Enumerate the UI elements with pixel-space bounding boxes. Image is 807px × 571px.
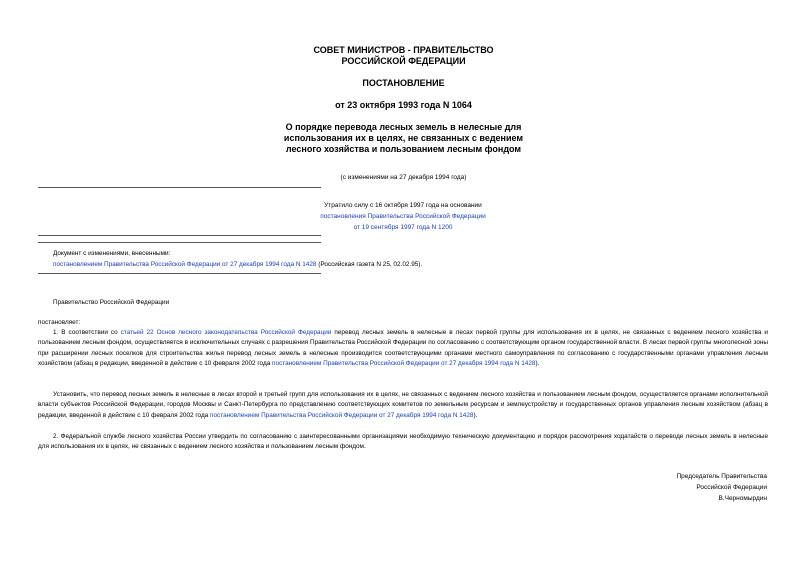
amending-decree-link[interactable]: постановлением Правительства Российской Федерации от 27 декабря 1994 года N 1428 xyxy=(272,359,536,367)
paragraph-1-text: перевод лесных земель в нелесные в лесах первой группы для использования их в целях, не связанных с ведением лесного хозяйства и пользованием лесным фондом, осуществляется в исключительных случаях с разрешения Правительства Российской Федерации по согласованию с соответствующим органом государственной власти. В лесах первой группы многолесной зоны при расширении лесных поселков для строительства жилья перевод лесных земель в нелесные производится соответствующими органами местного самоуправления по согласованию с государственными органами управления лесным хозяйством (абзац в редакции, введенной в действие с 10 февраля 2002 года xyxy=(38,329,768,367)
signatory-country: Российской Федерации xyxy=(696,484,767,491)
amending-decree-link[interactable]: постановлением Правительства Российской Федерации от 27 декабря 1994 года N 1428 xyxy=(210,411,474,419)
paragraph-text: ). xyxy=(473,411,478,419)
changes-label: Документ с изменениями, внесенными: xyxy=(53,250,171,257)
publication-source: (Российская газета N 25, 02.02.95). xyxy=(316,261,423,268)
intro-text: Правительство Российской Федерации xyxy=(53,299,170,306)
validity-text: Утратило силу с 16 октября 1997 года на основании xyxy=(324,202,482,209)
changes-source-line xyxy=(53,259,753,270)
document-title-line2: использования их в целях, не связанных с ведением xyxy=(283,133,524,143)
amending-decree-link[interactable]: постановлением Правительства Российской Федерации от 27 декабря 1994 года N 1428 xyxy=(53,261,317,268)
paragraph-1-second xyxy=(38,390,768,421)
decree-word: постановляет: xyxy=(38,319,81,326)
paragraph-text: Установить, что перевод лесных земель в нелесные в лесах второй и третьей групп для использования их в целях, не связанных с ведением лесного хозяйства и пользованием лесным фондом, осуществляется органами исполнительной власти субъектов Российской Федерации, городов Москвы и Санкт-Петербурга по представлению соответствующих комитетов по земельным ресурсам и землеустройству и государственных органов управления лесным хозяйством (абзац в редакции, введенной в действие с 10 февраля 2002 года xyxy=(38,391,768,419)
paragraph-1 xyxy=(38,328,768,369)
document-title-line3: лесного хозяйства и пользованием лесным фондом xyxy=(285,144,522,154)
separator-line xyxy=(38,273,321,274)
document-title-line1: О порядке перевода лесных земель в нелесные для xyxy=(285,122,522,132)
forest-law-article-link[interactable]: статьей 22 Основ лесного законодательства Российской Федерации xyxy=(120,329,332,336)
repeal-decree-link[interactable]: постановления Правительства Российской Федерации xyxy=(320,213,486,220)
document-date-number: от 23 октября 1993 года N 1064 xyxy=(335,100,472,110)
paragraph-1-text: 1. В соответствии со xyxy=(53,329,121,336)
issuing-body-line1: СОВЕТ МИНИСТРОВ - ПРАВИТЕЛЬСТВО xyxy=(313,45,494,55)
separator-line xyxy=(38,235,321,236)
signatory-name: В.Черномырдин xyxy=(718,495,767,502)
document-header xyxy=(0,45,807,155)
paragraph-2: 2. Федеральной службе лесного хозяйства России утвердить по согласованию с заинтересованными организациями необходимую техническую документацию и порядок рассмотрения ходатайств о переводе лесных земель в нелесные для использования их в целях, не связанных с ведением лесного хозяйства и пользованием лесным фондом. xyxy=(38,433,768,451)
repeal-decree-link-date[interactable]: от 19 сентября 1997 года N 1200 xyxy=(353,224,453,231)
validity-block xyxy=(260,200,546,233)
issuing-body-line2: РОССИЙСКОЙ ФЕДЕРАЦИИ xyxy=(341,56,466,66)
signatory-position: Председатель Правительства xyxy=(676,473,767,480)
paragraph-1-text: ). xyxy=(535,359,540,367)
separator-line xyxy=(38,187,321,188)
amendments-note: (с изменениями на 27 декабря 1994 года) xyxy=(340,174,467,181)
changes-block xyxy=(53,248,753,270)
signature-block xyxy=(676,471,767,504)
document-type: ПОСТАНОВЛЕНИЕ xyxy=(362,78,445,88)
separator-line xyxy=(38,242,321,243)
